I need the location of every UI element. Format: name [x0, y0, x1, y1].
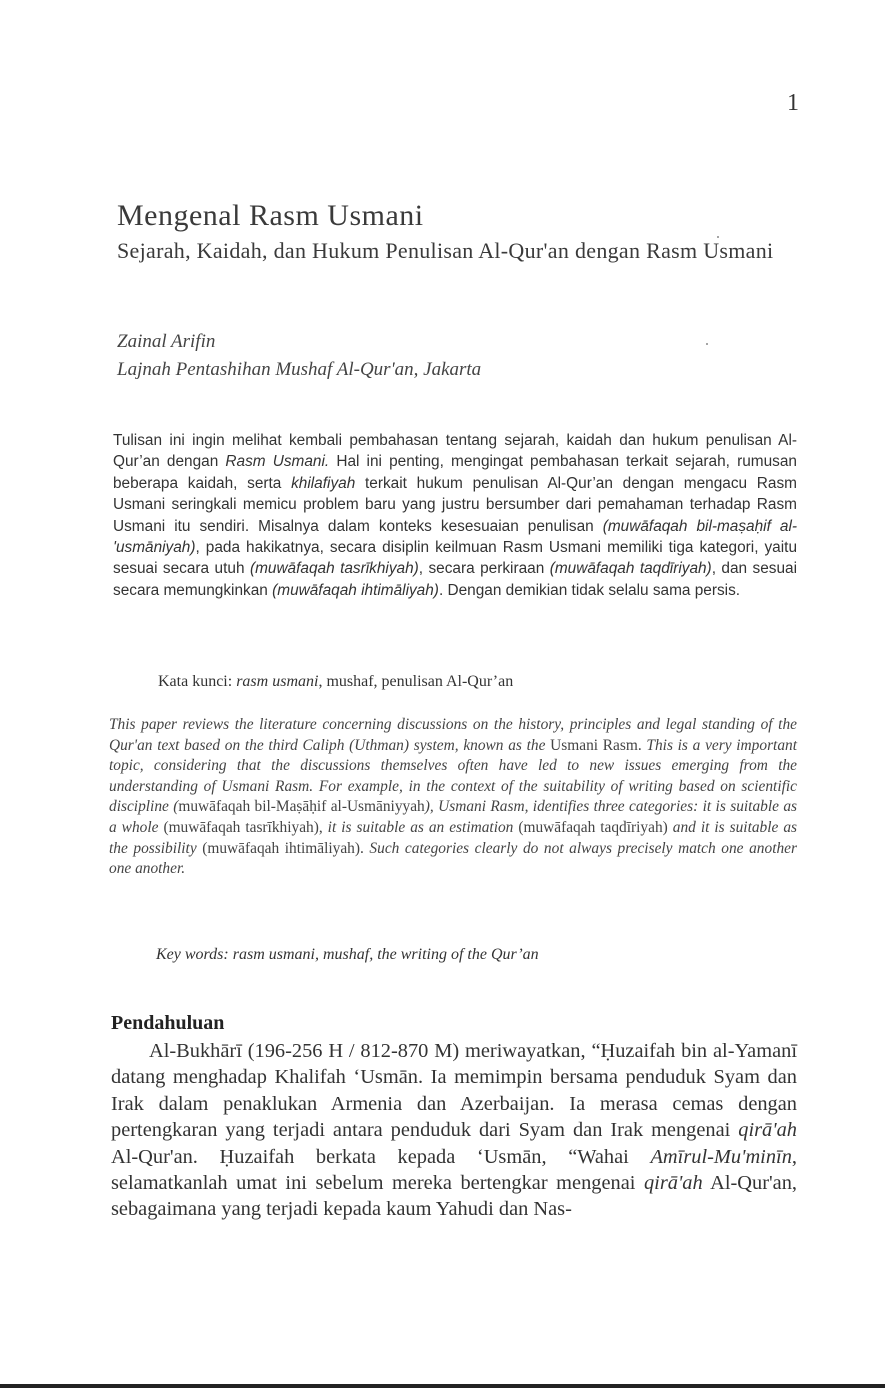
scan-speck [706, 343, 708, 345]
abstract-id-text-7: . Dengan demikian tidak selalu sama persis. [438, 581, 741, 599]
body-text-1: Al-Bukhārī (196-256 H / 812-870 M) meriwayatkan, “Ḥuzaifah bin al-Yamanī datang menghadap Khalifah ‘Usmān. Ia memimpin bersama penduduk Syam dan Irak dalam penaklukan Armenia dan Azerbaijan. Ia merasa cemas dengan pertengkaran yang terjadi antara penduduk dari Syam dan Irak mengenai [111, 1040, 797, 1142]
body-text-2: Al-Qur'an. Ḥuzaifah berkata kepada ‘Usmān, “Wahai [111, 1145, 651, 1168]
abstract-en-term-2: muwāfaqah bil-Maṣāḥif al-Usmāniyyah [178, 798, 425, 816]
abstract-en-term-1: Usmani Rasm. [550, 736, 642, 754]
article-subtitle: Sejarah, Kaidah, dan Hukum Penulisan Al-Qur'an dengan Rasm Usmani [117, 238, 774, 263]
abstract-id-term-1: Rasm Usmani. [225, 453, 330, 471]
abstract-en-term-4: (muwāfaqah taqdīriyah) [518, 818, 668, 836]
article-title: Mengenal Rasm Usmani [117, 199, 424, 232]
abstract-id-term-5: (muwāfaqah taqdīriyah) [549, 560, 712, 578]
abstract-en-text-3: ), Usmani Rasm, identifies three categories: it is suitable as a whole [109, 798, 798, 836]
abstract-en-paragraph [109, 715, 797, 880]
abstract-id-text-6: , dan sesuai secara memungkinkan [113, 560, 797, 599]
abstract-id-text-5: , secara perkiraan [418, 560, 550, 578]
abstract-id-paragraph [113, 430, 797, 601]
author-block [117, 328, 807, 384]
abstract-en-term-5: (muwāfaqah ihtimāliyah). [202, 839, 364, 857]
abstract-en-text-6: Such categories clearly do not always precisely match one another one another. [109, 839, 797, 878]
abstract-id-term-6: (muwāfaqah ihtimāliyah) [272, 581, 439, 599]
body-text-4: Al-Qur'an, sebagaimana yang terjadi kepada kaum Yahudi dan Nas- [111, 1172, 798, 1221]
abstract-id-text-2: Hal ini penting, mengingat pembahasan terkait sejarah, rumusan beberapa kaidah, serta [113, 453, 797, 492]
keywords-id-rest: , mushaf, penulisan Al-Qur’an [318, 673, 514, 690]
scan-speck [717, 236, 719, 238]
keywords-id-label: Kata kunci: [158, 673, 237, 690]
keywords-indonesian [158, 671, 798, 693]
author-affiliation: Lajnah Pentashihan Mushaf Al-Qur'an, Jakarta [117, 359, 482, 380]
page-number: 1 [787, 90, 799, 116]
abstract-id-term-3: (muwāfaqah bil-maṣaḥif al-'usmāniyah) [113, 517, 798, 557]
abstract-id-term-4: (muwāfaqah tasrīkhiyah) [249, 560, 419, 578]
keywords-id-term: rasm usmani [236, 673, 319, 690]
keywords-english: Key words: rasm usmani, mushaf, the writing of the Qur’an [156, 946, 539, 963]
abstract-en-text-4: it is suitable as an estimation [322, 818, 519, 836]
section-heading: Pendahuluan [111, 1012, 225, 1034]
abstract-id-text-1: Tulisan ini ingin melihat kembali pembahasan tentang sejarah, kaidah dan hukum penulisan Al-Qur’an dengan [113, 432, 797, 471]
title-block [117, 196, 807, 266]
abstract-indonesian [113, 430, 797, 601]
body-term-1: qirā'ah [738, 1119, 797, 1142]
scan-edge [0, 1384, 885, 1388]
abstract-id-text-4: , pada hakikatnya, secara disiplin keilmuan Rasm Usmani memiliki tiga kategori, yaitu sesuai secara utuh [113, 539, 797, 578]
abstract-en-text-5: and it is suitable as the possibility [109, 818, 798, 857]
author-name: Zainal Arifin [117, 331, 216, 352]
abstract-en-term-3: (muwāfaqah tasrīkhiyah), [163, 818, 323, 836]
abstract-en-text-1: This paper reviews the literature concerning discussions on the history, principles and legal standing of the Qur'an text based on the third Caliph (Uthman) system, known as the [109, 716, 797, 754]
body-paragraph [111, 1038, 797, 1223]
body-term-3: qirā'ah [643, 1172, 703, 1195]
abstract-id-text-3: terkait hukum penulisan Al-Qur’an dengan mengacu Rasm Usmani seringkali memicu problem baru yang justru bersumber dari pemahaman terhadap Rasm Usmani itu sendiri. Misalnya dalam konteks kesesuaian penulisan [113, 474, 797, 535]
abstract-english [109, 715, 797, 880]
body-term-2: Amīrul-Mu'minīn [650, 1145, 792, 1168]
abstract-id-term-2: khilafiyah [291, 474, 356, 492]
abstract-en-text-2: This is a very important topic, considering that the discussions themselves often have led to new issues emerging from the understanding of Usmani Rasm. For example, in the context of the suitability of writing based on scientific discipline ( [109, 736, 797, 816]
body-text-3: , selamatkanlah umat ini sebelum mereka bertengkar mengenai [111, 1145, 797, 1195]
